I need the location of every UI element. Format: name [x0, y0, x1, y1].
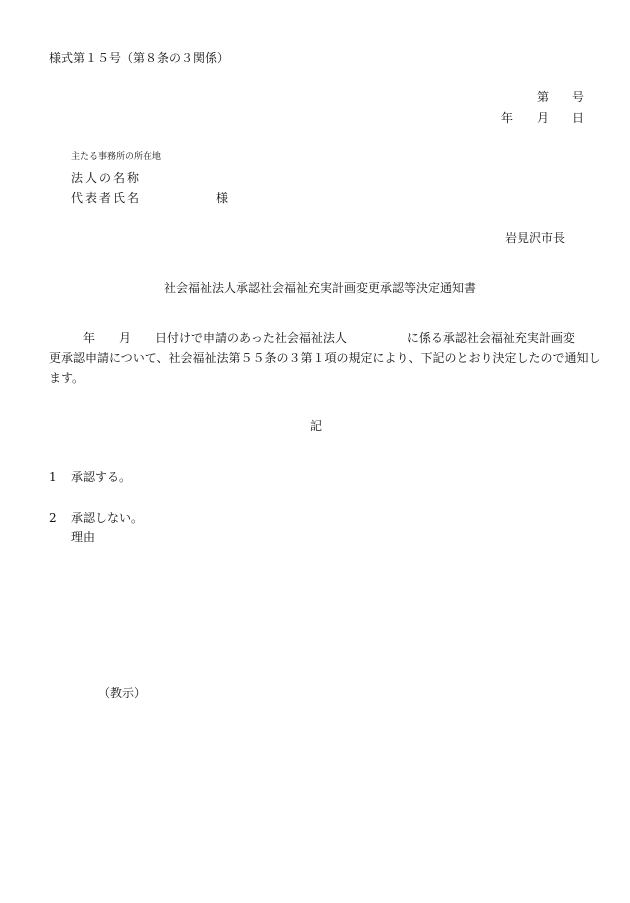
item-2-number: 2: [49, 511, 57, 525]
address-label: 主たる事務所の所在地: [71, 152, 162, 162]
date-year: 年: [501, 111, 514, 125]
body-month: 月: [119, 331, 132, 345]
date-day: 日: [572, 111, 585, 125]
item-1-text: 承認する。: [71, 470, 132, 484]
document-title: 社会福祉法人承認社会福祉充実計画変更承認等決定通知書: [164, 281, 477, 295]
item-1-number: 1: [49, 470, 57, 484]
body-part2: に係る承認社会福祉充実計画変: [406, 331, 575, 345]
honorific: 様: [216, 191, 229, 205]
representative-label: 代表者氏名: [71, 191, 142, 205]
issuer: 岩見沢市長: [505, 231, 566, 245]
body-line-3: ます。: [49, 371, 85, 385]
form-number: 様式第１５号（第８条の３関係）: [49, 51, 230, 65]
body-paragraph: [49, 328, 601, 388]
ki-heading: 記: [310, 419, 323, 433]
body-year: 年: [83, 331, 96, 345]
number-go: 号: [572, 90, 585, 104]
date-month: 月: [537, 111, 550, 125]
body-line-1: [49, 328, 589, 348]
item-2-text: 承認しない。: [71, 511, 144, 525]
number-dai: 第: [537, 90, 550, 104]
notice-label: （教示）: [98, 686, 147, 700]
corp-name-label: 法人の名称: [71, 171, 142, 185]
body-part1: 日付けで申請のあった社会福祉法人: [155, 331, 347, 345]
body-line-2: 更承認申請について、社会福祉法第５５条の３第１項の規定により、下記のとおり決定したので通知し: [49, 351, 601, 365]
reason-label: 理由: [71, 530, 96, 544]
